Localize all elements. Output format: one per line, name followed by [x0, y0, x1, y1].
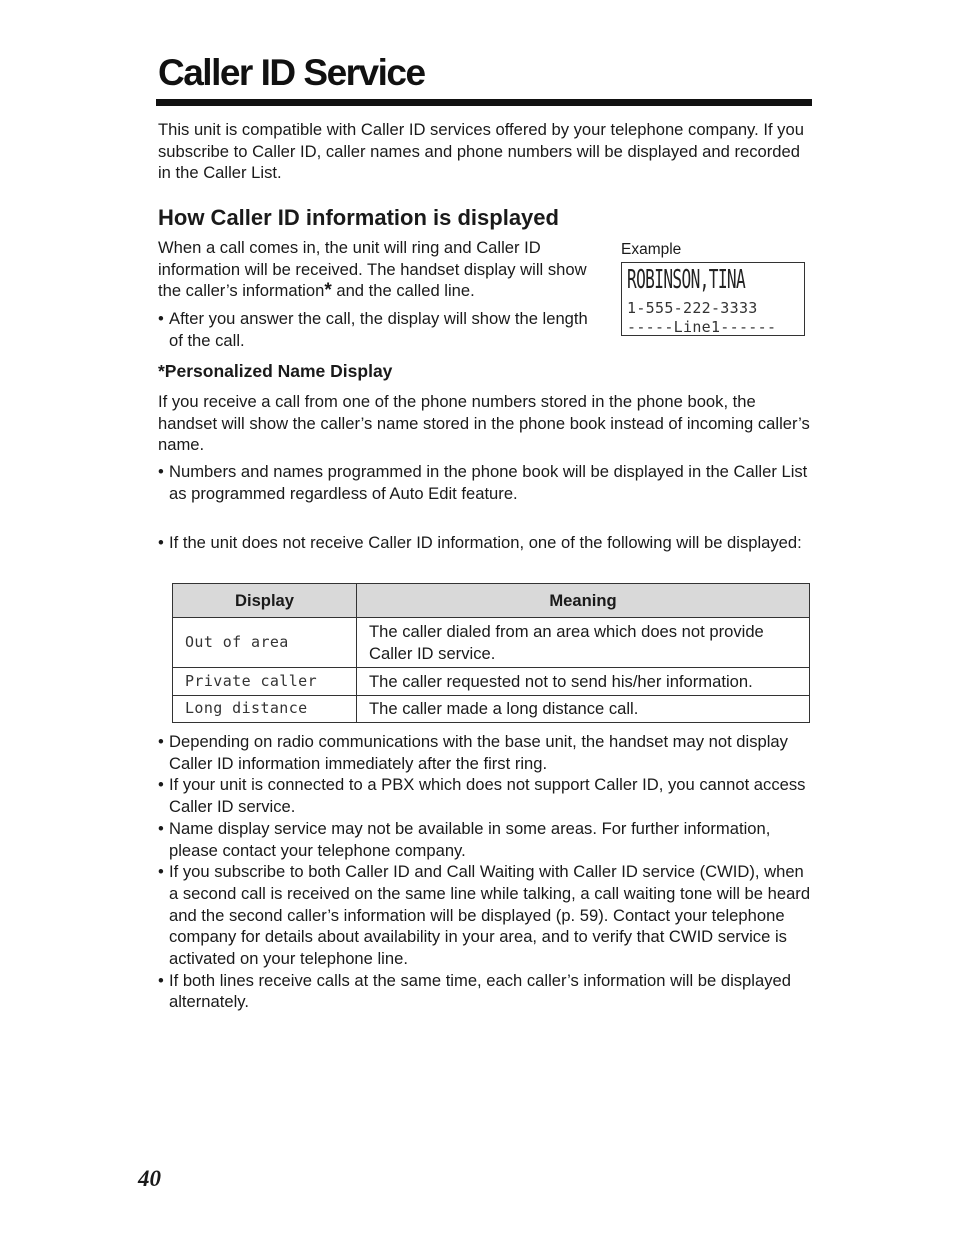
display-code: Private caller	[173, 668, 357, 696]
display-meaning: The caller requested not to send his/her information.	[357, 668, 810, 696]
personalized-paragraph: If you receive a call from one of the phone numbers stored in the phone book, the handset will show the caller’s name stored in the phone book instead of incoming caller’s name.	[158, 392, 810, 455]
list-item: • If you subscribe to both Caller ID and Call Waiting with Caller ID service (CWID), when a second call is received on the same line while talking, a call waiting tone will be heard and the second caller’s information will be displayed (p. 59). Contact your telephone company for details about availability in your area, and to verify that CWID service is activated on your telephone line.	[158, 862, 811, 969]
lcd-line-indicator: -----Line1------	[627, 318, 777, 336]
lcd-caller-number: 1-555-222-3333	[627, 299, 758, 317]
no-info-note	[158, 532, 812, 554]
list-item: • Numbers and names programmed in the phone book will be displayed in the Caller List as programmed regardless of Auto Edit feature.	[158, 462, 808, 503]
example-label: Example	[621, 241, 682, 258]
notes-list	[158, 731, 812, 1013]
how-displayed-text-end: and the called line.	[331, 281, 475, 301]
table-header-row	[173, 584, 810, 618]
table-row	[173, 618, 810, 668]
list-item: • If the unit does not receive Caller ID information, one of the following will be displayed:	[158, 533, 802, 552]
list-item: • If both lines receive calls at the same time, each caller’s information will be displayed alternately.	[158, 970, 791, 1012]
page-title: Caller ID Service	[158, 52, 425, 93]
list-item: • Depending on radio communications with the base unit, the handset may not display Caller ID information immediately after the first ring.	[158, 732, 788, 773]
column-header-display: Display	[173, 584, 357, 618]
list-item: • If your unit is connected to a PBX which does not support Caller ID, you cannot access Caller ID service.	[158, 775, 806, 817]
how-displayed-body	[158, 237, 588, 352]
title-rule	[156, 99, 812, 106]
intro-paragraph: This unit is compatible with Caller ID services offered by your telephone company. If you subscribe to Caller ID, caller names and phone numbers will be displayed and recorded in the Caller List.	[158, 120, 804, 183]
table-row	[173, 668, 810, 696]
how-displayed-paragraph	[158, 237, 588, 302]
display-code: Out of area	[173, 618, 357, 668]
list-item: • After you answer the call, the display will show the length of the call.	[158, 309, 588, 350]
lcd-caller-name: ROBINSON,TINA	[627, 265, 746, 295]
display-meaning: The caller dialed from an area which does not provide Caller ID service.	[357, 618, 810, 668]
how-displayed-text: When a call comes in, the unit will ring and Caller ID information will be received. The handset display will show the caller’s information	[158, 238, 587, 301]
list-item: • Name display service may not be available in some areas. For further information, please contact your telephone company.	[158, 818, 771, 860]
table-row	[173, 696, 810, 723]
section-heading-how-displayed: How Caller ID information is displayed	[158, 205, 559, 230]
handset-display-example	[621, 262, 805, 336]
page-number: 40	[138, 1166, 161, 1191]
footnote-star: *	[324, 280, 332, 302]
column-header-meaning: Meaning	[357, 584, 810, 618]
display-meaning: The caller made a long distance call.	[357, 696, 810, 723]
display-meaning-table	[172, 583, 810, 723]
personalized-body	[158, 391, 812, 505]
display-code: Long distance	[173, 696, 357, 723]
section-heading-personalized: *Personalized Name Display	[158, 361, 393, 381]
